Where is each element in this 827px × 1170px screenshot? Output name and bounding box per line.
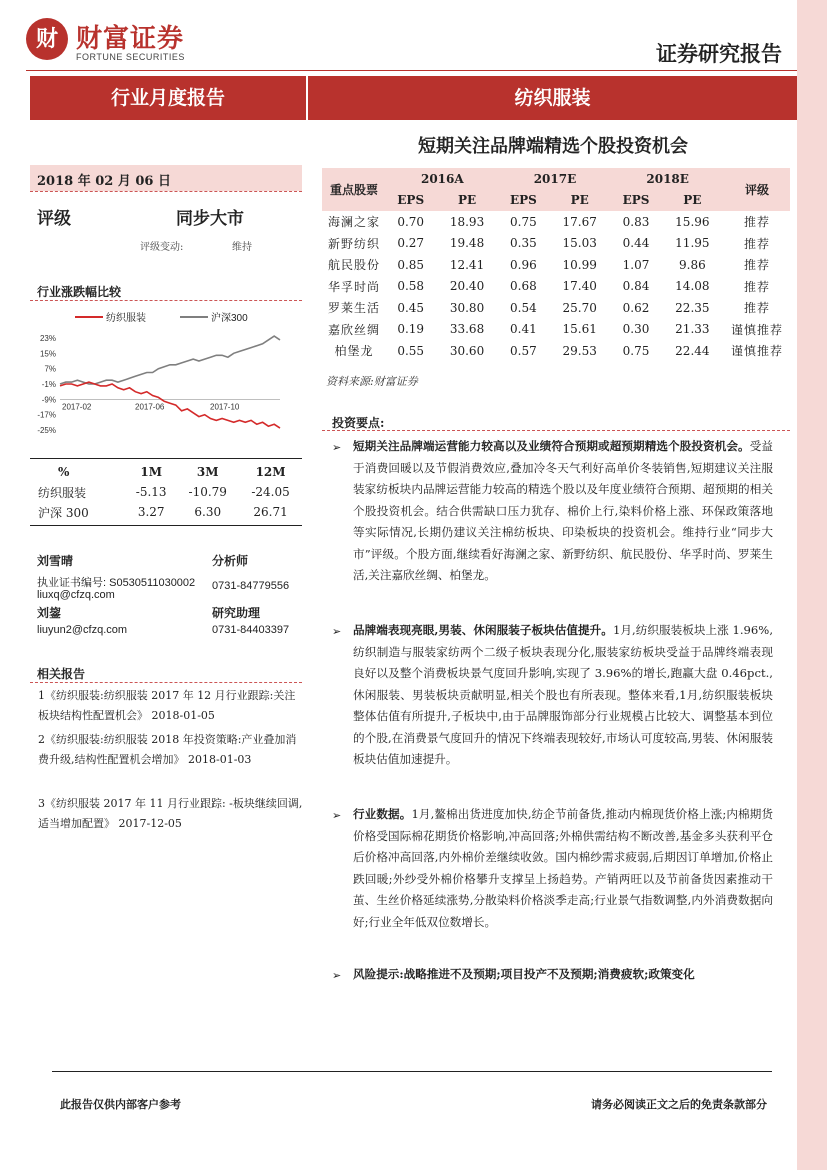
x-tick-label: 2017-10	[210, 402, 240, 412]
fin-rating: 谨慎推荐	[730, 322, 783, 337]
fin-value: 21.33	[675, 322, 710, 337]
y-tick-label: -9%	[41, 395, 56, 405]
fin-value: 10.99	[562, 257, 597, 272]
fin-value: 0.62	[622, 300, 650, 315]
x-tick-label: 2017-02	[62, 402, 92, 412]
fin-value: 9.86	[679, 257, 706, 272]
fin-value: 0.96	[510, 257, 537, 272]
point-lead: 短期关注品牌端运营能力较高以及业绩符合预期或超预期精选个股投资机会。	[353, 439, 750, 453]
company-name-en: FORTUNE SECURITIES	[76, 52, 185, 62]
divider	[30, 525, 302, 526]
analyst-cert: 执业证书编号: S0530511030002	[37, 577, 196, 589]
fin-year: 2016A	[420, 171, 464, 186]
fin-row	[322, 211, 790, 233]
fin-value: 30.60	[449, 343, 485, 358]
header-rule	[26, 70, 797, 71]
fin-rating: 推荐	[743, 236, 770, 251]
divider	[30, 682, 302, 683]
fin-col-key: 重点股票	[329, 183, 378, 197]
bullet-arrow-icon: ➢	[332, 441, 342, 454]
fin-row	[322, 319, 790, 341]
fin-value: 0.30	[622, 322, 650, 337]
analyst-email[interactable]: liuxq@cfzq.com	[37, 589, 115, 601]
fin-value: 0.45	[397, 300, 425, 315]
point-lead: 风险提示:战略推进不及预期;项目投产不及预期;消费疲软;政策变化	[353, 967, 695, 981]
fin-value: 17.67	[562, 214, 597, 229]
divider	[30, 458, 302, 459]
footer-right: 请务必阅读正文之后的免责条款部分	[591, 1098, 767, 1111]
related-item[interactable]: 3《纺织服装 2017 年 11 月行业跟踪: -板块继续回调,适当增加配置》 2017-12-05	[38, 797, 303, 830]
fin-rating: 推荐	[743, 215, 770, 230]
fin-value: 12.41	[449, 257, 485, 272]
fin-rating: 推荐	[743, 279, 770, 294]
fin-value: 0.41	[510, 322, 537, 337]
analyst-phone: 0731-84779556	[212, 580, 290, 592]
fin-year: 2018E	[646, 171, 689, 186]
perf-chart-title: 行业涨跌幅比较	[37, 285, 122, 299]
fin-value: 22.35	[675, 300, 710, 315]
fin-value: 25.70	[562, 300, 597, 315]
right-decor-strip	[797, 0, 827, 1170]
table-source: 资料来源:财富证券	[326, 375, 418, 388]
fin-value: 29.53	[562, 343, 597, 358]
perf-cell: -10.79	[188, 485, 227, 499]
footer-rule	[52, 1071, 772, 1072]
series-hs300-line	[60, 336, 280, 384]
assistant-role: 研究助理	[212, 606, 261, 620]
point-body: 受益于消费回暖以及节假消费效应,叠加冷冬天气利好高单价冬装销售,短期建议关注服装家纺板块内品牌运营能力较高的精选个股以及年度业绩符合预期、超预期的相关个股投资机会。结合供需缺口压力犹存、棉价上行,染料价格上涨、环保政策落地等实际情况,长期仍建议关注棉纺板块、印染板块的投资机会。维持行业“同步大市”评级。个股方面,继续看好海澜之家、新野纺织、航民股份、华孚时尚、罗莱生活,关注嘉欣丝绸、柏堡龙。	[353, 439, 773, 582]
fin-value: 0.85	[397, 257, 425, 272]
related-item[interactable]: 1《纺织服装:纺织服装 2017 年 12 月行业跟踪:关注板块结构性配置机会》 2018-01-05	[38, 689, 296, 722]
y-tick-label: 23%	[39, 334, 56, 343]
fin-value: 15.61	[562, 322, 597, 337]
fin-value: 0.27	[397, 236, 425, 251]
perf-cell: 6.30	[194, 505, 222, 519]
fin-value: 1.07	[622, 257, 650, 272]
fin-col-rating: 评级	[744, 183, 769, 197]
point-lead: 品牌端表现亮眼,男装、休闲服装子板块估值提升。	[353, 623, 613, 637]
fin-value: 20.40	[449, 279, 485, 294]
fin-stock-name: 华孚时尚	[327, 279, 380, 294]
divider	[322, 430, 790, 431]
perf-header: 1M	[140, 465, 162, 479]
point-1	[353, 436, 773, 587]
x-tick-label: 2017-06	[135, 402, 165, 412]
fin-table	[322, 168, 790, 362]
perf-table	[30, 462, 302, 522]
perf-cell: 3.27	[137, 505, 165, 519]
legend-hs300-label: 沪深300	[211, 313, 248, 324]
point-body: 1月,鳌棉出货进度加快,纺企节前备货,推动内棉现货价格上涨;内棉期货价格受国际棉花期货价格影响,冲高回落;外棉供需结构不断改善,基金多头获利平仓后价格冲高回落,内外棉价差继续收敛。国内棉纱需求疲弱,后期因订单增加,价格止跌回暖;外纱受外棉价格攀升支撑呈上扬趋势。产销两旺以及节前备货因素推动干茧、生丝价格延续涨势,分散染料价格淡季走高;行业景气指数调整,内外消费数据向好;行业全年低双位数增长。	[353, 807, 773, 929]
fin-rating: 推荐	[743, 258, 770, 273]
related-item[interactable]: 2《纺织服装:纺织服装 2018 年投资策略:产业叠加消费升级,结构性配置机会增加》 2018-01-03	[38, 733, 297, 766]
fin-sub: PE	[683, 193, 702, 208]
fin-value: 14.08	[675, 279, 710, 294]
fin-value: 0.55	[397, 343, 425, 358]
perf-cell: -5.13	[135, 485, 167, 499]
divider	[30, 191, 302, 192]
related-title: 相关报告	[37, 667, 86, 681]
fin-value: 30.80	[449, 300, 485, 315]
divider	[30, 300, 302, 301]
fin-stock-name: 海澜之家	[327, 215, 380, 230]
rating-change-value: 维持	[232, 242, 252, 253]
perf-cell: 纺织服装	[38, 485, 87, 500]
fin-value: 18.93	[449, 214, 485, 229]
perf-header: 12M	[255, 465, 286, 479]
fin-value: 33.68	[449, 322, 485, 337]
report-date: 2018 年 02 月 06 日	[37, 174, 171, 189]
band-industry: 纺织服装	[308, 76, 797, 120]
bullet-arrow-icon: ➢	[332, 625, 342, 638]
fin-value: 0.58	[397, 279, 425, 294]
assistant-email[interactable]: liuyun2@cfzq.com	[37, 624, 128, 636]
fin-value: 0.75	[510, 214, 537, 229]
bullet-arrow-icon: ➢	[332, 809, 342, 822]
fin-stock-name: 新野纺织	[327, 236, 380, 251]
fin-value: 0.57	[510, 343, 537, 358]
analyst-name: 刘雪晴	[37, 554, 74, 568]
rating-label: 评级	[37, 209, 71, 229]
perf-cell: -24.05	[251, 485, 290, 499]
fin-sub: EPS	[622, 193, 650, 208]
fin-value: 0.19	[397, 322, 425, 337]
perf-cell: 沪深 300	[38, 505, 89, 520]
y-tick-label: -25%	[37, 426, 56, 435]
fin-value: 0.68	[510, 279, 537, 294]
y-tick-label: -1%	[41, 380, 56, 389]
point-4	[353, 964, 773, 986]
page-title: 短期关注品牌端精选个股投资机会	[418, 136, 688, 157]
fin-sub: PE	[457, 193, 477, 208]
fin-row	[322, 297, 790, 319]
fin-value: 15.03	[562, 236, 597, 251]
fin-rating: 谨慎推荐	[730, 344, 783, 359]
bullet-arrow-icon: ➢	[332, 969, 342, 982]
fin-sub: EPS	[509, 193, 537, 208]
rating-change-label: 评级变动:	[140, 242, 184, 253]
fin-stock-name: 航民股份	[327, 258, 380, 273]
fin-value: 0.70	[397, 214, 425, 229]
company-name-cn: 财富证券	[76, 24, 185, 54]
point-body: 1月,纺织服装板块上涨 1.96%,纺织制造与服装家纺两个二级子板块表现分化,服装家纺板块受益于品牌终端表现良好以及整个消费板块景气度回升影响,实现了 3.96%的增长,跑赢大盘 0.46pct.,休闲服装、男装板块贡献明显,相关个股也有所表现。整体来看,1月,纺织服装板块整体估值有所提升,子板块中,由于品牌服饰部分行业规模占比较大、调整基本到位的个股,在消费景气度回升的情况下终端表现较好,市场认可度较高,男装、休闲服装板块估值加速提升。	[353, 623, 773, 766]
point-2	[353, 620, 773, 771]
fin-value: 22.44	[675, 343, 710, 358]
perf-chart	[30, 305, 305, 440]
point-3	[353, 804, 773, 933]
band-report-kind: 行业月度报告	[30, 76, 306, 120]
fin-sub: EPS	[397, 193, 425, 208]
logo-icon: 财	[26, 18, 68, 60]
fin-row	[322, 254, 790, 276]
fin-value: 17.40	[562, 279, 597, 294]
fin-value: 19.48	[449, 236, 485, 251]
fin-value: 0.54	[510, 300, 537, 315]
fin-stock-name: 嘉欣丝绸	[327, 322, 380, 337]
fin-value: 0.35	[510, 236, 537, 251]
fin-row	[322, 340, 790, 362]
fin-stock-name: 罗莱生活	[327, 301, 380, 316]
fin-value: 15.96	[675, 214, 710, 229]
analyst-role: 分析师	[212, 554, 249, 568]
fin-value: 0.83	[622, 214, 650, 229]
point-lead: 行业数据。	[353, 807, 412, 821]
fin-value: 11.95	[675, 236, 710, 251]
assistant-phone: 0731-84403397	[212, 624, 290, 636]
perf-header: 3M	[196, 465, 219, 479]
rating-value: 同步大市	[176, 209, 244, 229]
y-tick-label: -17%	[37, 410, 56, 420]
fin-value: 0.44	[622, 236, 650, 251]
legend-textile-label: 纺织服装	[106, 313, 146, 324]
fin-value: 0.84	[622, 279, 650, 294]
assistant-name: 刘鋆	[37, 606, 62, 620]
fin-row	[322, 233, 790, 255]
perf-cell: 26.71	[253, 505, 288, 519]
footer-left: 此报告仅供内部客户参考	[60, 1098, 181, 1111]
report-type: 证券研究报告	[656, 41, 782, 66]
fin-sub: PE	[570, 193, 589, 208]
y-tick-label: 7%	[44, 364, 56, 374]
fin-rating: 推荐	[743, 301, 770, 316]
perf-header: %	[58, 465, 70, 479]
fin-year: 2017E	[533, 171, 577, 186]
fin-stock-name: 柏堡龙	[334, 344, 374, 359]
fin-value: 0.75	[622, 343, 650, 358]
fin-row	[322, 276, 790, 298]
y-tick-label: 15%	[39, 349, 56, 359]
points-title: 投资要点:	[332, 416, 385, 430]
series-textile-line	[60, 382, 280, 428]
